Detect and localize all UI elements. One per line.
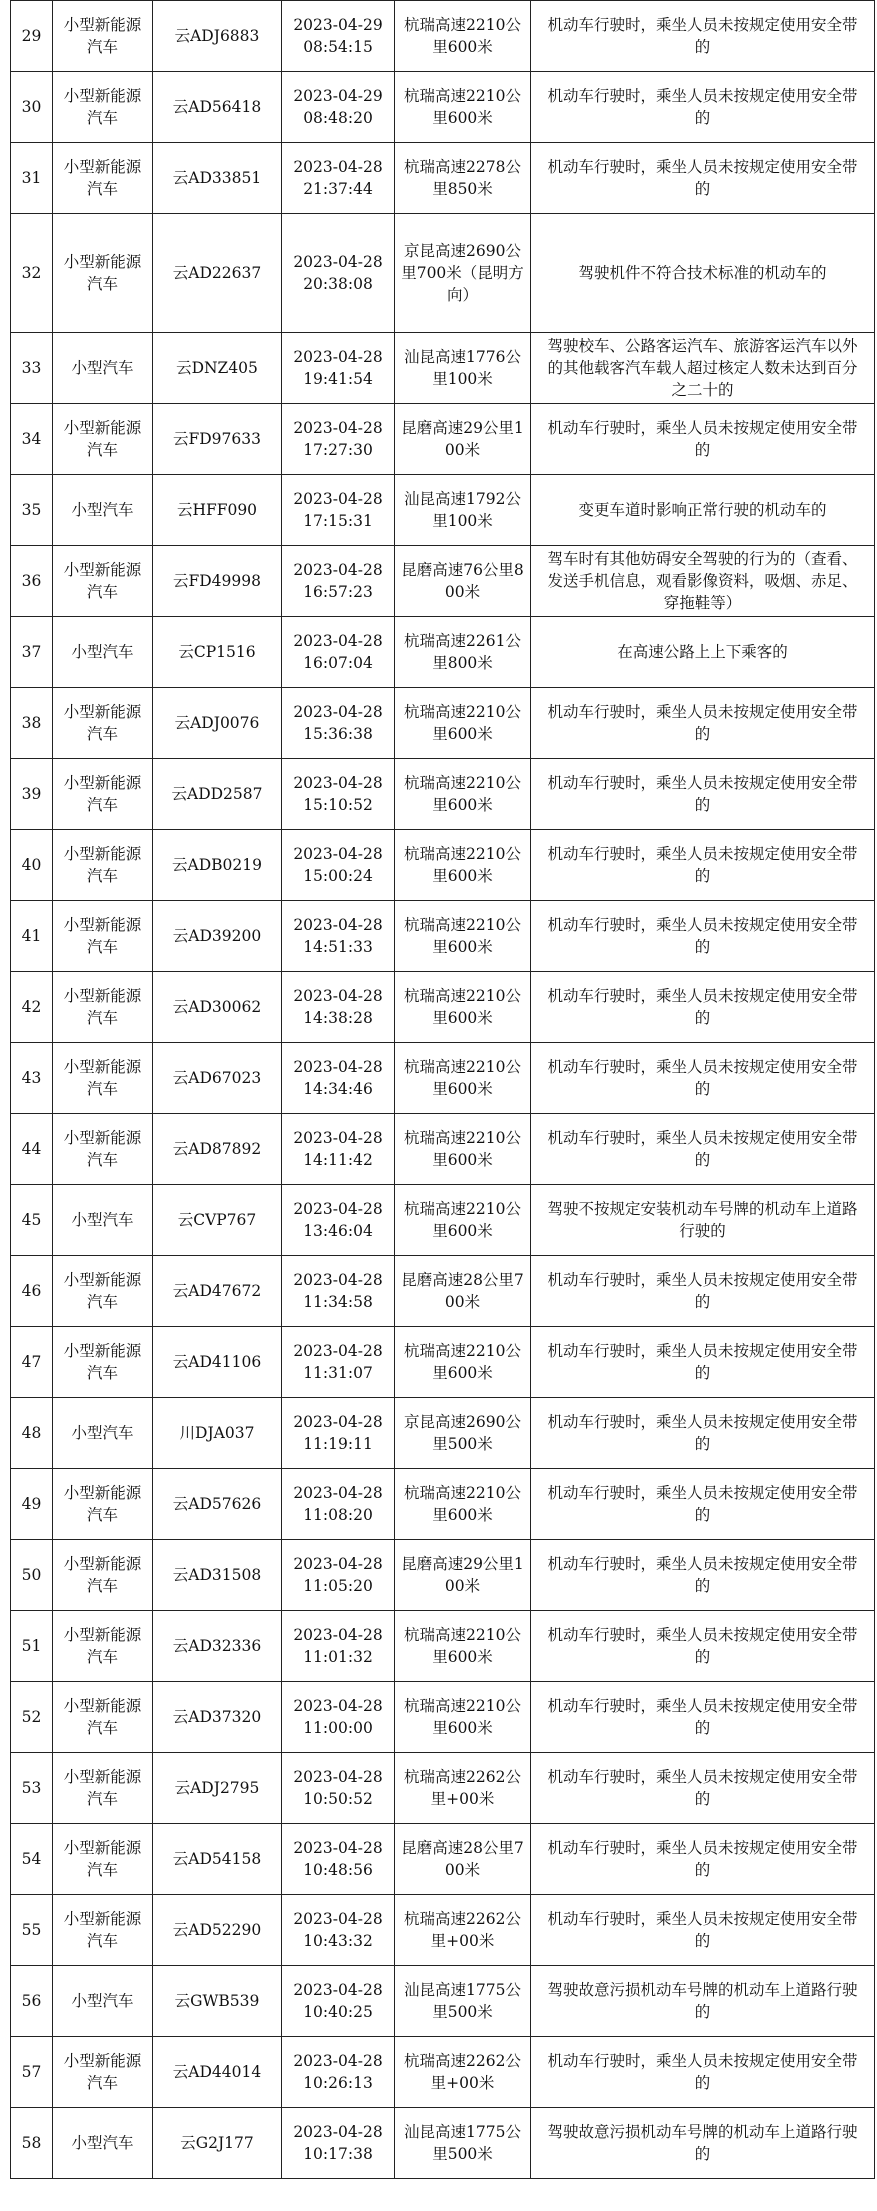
vehicle-type-cell: 小型新能源汽车	[53, 830, 153, 901]
violation-description-cell: 机动车行驶时，乘坐人员未按规定使用安全带的	[531, 1682, 875, 1753]
violation-location-cell: 杭瑞高速2210公里600米	[395, 1682, 531, 1753]
violation-location-cell: 杭瑞高速2210公里600米	[395, 72, 531, 143]
violation-location-cell: 杭瑞高速2262公里+00米	[395, 1895, 531, 1966]
row-number-cell: 29	[11, 1, 53, 72]
table-row	[11, 1682, 875, 1753]
vehicle-type-cell: 小型新能源汽车	[53, 2037, 153, 2108]
row-number-cell: 54	[11, 1824, 53, 1895]
violation-description-cell: 机动车行驶时，乘坐人员未按规定使用安全带的	[531, 1611, 875, 1682]
violation-location-cell: 汕昆高速1775公里500米	[395, 2108, 531, 2179]
vehicle-type-cell: 小型新能源汽车	[53, 1256, 153, 1327]
table-row	[11, 830, 875, 901]
violation-location-cell: 京昆高速2690公里500米	[395, 1398, 531, 1469]
violation-location-cell: 汕昆高速1775公里500米	[395, 1966, 531, 2037]
row-number-cell: 45	[11, 1185, 53, 1256]
violation-location-cell: 杭瑞高速2210公里600米	[395, 1043, 531, 1114]
violation-time-cell: 2023-04-28 15:36:38	[282, 688, 395, 759]
vehicle-type-cell: 小型汽车	[53, 1185, 153, 1256]
violation-location-cell: 杭瑞高速2262公里+00米	[395, 2037, 531, 2108]
plate-number-cell: 云HFF090	[153, 475, 282, 546]
table-row	[11, 333, 875, 404]
violation-time-cell: 2023-04-28 11:01:32	[282, 1611, 395, 1682]
plate-number-cell: 云ADJ0076	[153, 688, 282, 759]
plate-number-cell: 云ADJ2795	[153, 1753, 282, 1824]
violation-time-cell: 2023-04-28 11:31:07	[282, 1327, 395, 1398]
violation-time-cell: 2023-04-28 10:50:52	[282, 1753, 395, 1824]
row-number-cell: 31	[11, 143, 53, 214]
plate-number-cell: 云CP1516	[153, 617, 282, 688]
violation-description-cell: 机动车行驶时，乘坐人员未按规定使用安全带的	[531, 972, 875, 1043]
table-row	[11, 546, 875, 617]
vehicle-type-cell: 小型新能源汽车	[53, 1540, 153, 1611]
table-row	[11, 1611, 875, 1682]
plate-number-cell: 云FD97633	[153, 404, 282, 475]
plate-number-cell: 云AD22637	[153, 214, 282, 333]
table-row	[11, 404, 875, 475]
violation-location-cell: 杭瑞高速2261公里800米	[395, 617, 531, 688]
row-number-cell: 30	[11, 72, 53, 143]
vehicle-type-cell: 小型新能源汽车	[53, 143, 153, 214]
violation-location-cell: 杭瑞高速2278公里850米	[395, 143, 531, 214]
row-number-cell: 48	[11, 1398, 53, 1469]
table-row	[11, 214, 875, 333]
row-number-cell: 55	[11, 1895, 53, 1966]
plate-number-cell: 云AD32336	[153, 1611, 282, 1682]
violation-description-cell: 机动车行驶时，乘坐人员未按规定使用安全带的	[531, 1469, 875, 1540]
violation-description-cell: 机动车行驶时，乘坐人员未按规定使用安全带的	[531, 1824, 875, 1895]
row-number-cell: 52	[11, 1682, 53, 1753]
violation-table-body	[11, 1, 875, 2179]
row-number-cell: 57	[11, 2037, 53, 2108]
row-number-cell: 39	[11, 759, 53, 830]
violation-location-cell: 昆磨高速29公里100米	[395, 404, 531, 475]
vehicle-type-cell: 小型汽车	[53, 333, 153, 404]
row-number-cell: 34	[11, 404, 53, 475]
row-number-cell: 56	[11, 1966, 53, 2037]
violation-location-cell: 杭瑞高速2210公里600米	[395, 1611, 531, 1682]
violation-location-cell: 杭瑞高速2210公里600米	[395, 972, 531, 1043]
vehicle-type-cell: 小型新能源汽车	[53, 1327, 153, 1398]
violation-time-cell: 2023-04-28 13:46:04	[282, 1185, 395, 1256]
table-row	[11, 1540, 875, 1611]
row-number-cell: 50	[11, 1540, 53, 1611]
vehicle-type-cell: 小型新能源汽车	[53, 901, 153, 972]
plate-number-cell: 云AD31508	[153, 1540, 282, 1611]
violation-location-cell: 杭瑞高速2210公里600米	[395, 1114, 531, 1185]
violation-time-cell: 2023-04-28 10:43:32	[282, 1895, 395, 1966]
violation-time-cell: 2023-04-28 16:57:23	[282, 546, 395, 617]
violation-description-cell: 机动车行驶时，乘坐人员未按规定使用安全带的	[531, 1540, 875, 1611]
vehicle-type-cell: 小型汽车	[53, 1398, 153, 1469]
plate-number-cell: 云AD67023	[153, 1043, 282, 1114]
plate-number-cell: 云ADJ6883	[153, 1, 282, 72]
violation-location-cell: 昆磨高速29公里100米	[395, 1540, 531, 1611]
violation-location-cell: 杭瑞高速2262公里+00米	[395, 1753, 531, 1824]
vehicle-type-cell: 小型新能源汽车	[53, 1753, 153, 1824]
table-row	[11, 901, 875, 972]
plate-number-cell: 云ADB0219	[153, 830, 282, 901]
plate-number-cell: 云AD37320	[153, 1682, 282, 1753]
violation-time-cell: 2023-04-28 11:00:00	[282, 1682, 395, 1753]
violation-description-cell: 驾驶机件不符合技术标准的机动车的	[531, 214, 875, 333]
row-number-cell: 37	[11, 617, 53, 688]
table-row	[11, 2037, 875, 2108]
row-number-cell: 51	[11, 1611, 53, 1682]
violation-description-cell: 机动车行驶时，乘坐人员未按规定使用安全带的	[531, 1398, 875, 1469]
violation-location-cell: 昆磨高速28公里700米	[395, 1256, 531, 1327]
violation-description-cell: 机动车行驶时，乘坐人员未按规定使用安全带的	[531, 1114, 875, 1185]
table-row	[11, 475, 875, 546]
table-row	[11, 1, 875, 72]
table-row	[11, 1327, 875, 1398]
row-number-cell: 38	[11, 688, 53, 759]
row-number-cell: 36	[11, 546, 53, 617]
plate-number-cell: 云GWB539	[153, 1966, 282, 2037]
row-number-cell: 47	[11, 1327, 53, 1398]
violation-description-cell: 机动车行驶时，乘坐人员未按规定使用安全带的	[531, 143, 875, 214]
row-number-cell: 42	[11, 972, 53, 1043]
violation-time-cell: 2023-04-28 20:38:08	[282, 214, 395, 333]
violation-description-cell: 机动车行驶时，乘坐人员未按规定使用安全带的	[531, 1327, 875, 1398]
violation-location-cell: 杭瑞高速2210公里600米	[395, 1185, 531, 1256]
table-row	[11, 1398, 875, 1469]
vehicle-type-cell: 小型新能源汽车	[53, 972, 153, 1043]
plate-number-cell: 云CVP767	[153, 1185, 282, 1256]
plate-number-cell: 云ADD2587	[153, 759, 282, 830]
violation-time-cell: 2023-04-29 08:54:15	[282, 1, 395, 72]
row-number-cell: 58	[11, 2108, 53, 2179]
violation-time-cell: 2023-04-28 17:15:31	[282, 475, 395, 546]
violation-location-cell: 杭瑞高速2210公里600米	[395, 1327, 531, 1398]
violation-description-cell: 机动车行驶时，乘坐人员未按规定使用安全带的	[531, 901, 875, 972]
vehicle-type-cell: 小型新能源汽车	[53, 759, 153, 830]
violation-location-cell: 昆磨高速76公里800米	[395, 546, 531, 617]
vehicle-type-cell: 小型汽车	[53, 1966, 153, 2037]
violation-description-cell: 机动车行驶时，乘坐人员未按规定使用安全带的	[531, 2037, 875, 2108]
vehicle-type-cell: 小型新能源汽车	[53, 214, 153, 333]
vehicle-type-cell: 小型新能源汽车	[53, 1469, 153, 1540]
violation-location-cell: 京昆高速2690公里700米（昆明方向）	[395, 214, 531, 333]
violation-time-cell: 2023-04-28 14:51:33	[282, 901, 395, 972]
violation-time-cell: 2023-04-29 08:48:20	[282, 72, 395, 143]
plate-number-cell: 云AD87892	[153, 1114, 282, 1185]
table-row	[11, 1753, 875, 1824]
violation-description-cell: 机动车行驶时，乘坐人员未按规定使用安全带的	[531, 72, 875, 143]
vehicle-type-cell: 小型新能源汽车	[53, 1682, 153, 1753]
plate-number-cell: 云AD57626	[153, 1469, 282, 1540]
plate-number-cell: 云AD54158	[153, 1824, 282, 1895]
violation-time-cell: 2023-04-28 11:19:11	[282, 1398, 395, 1469]
violation-table	[10, 0, 875, 2179]
row-number-cell: 33	[11, 333, 53, 404]
violation-time-cell: 2023-04-28 14:38:28	[282, 972, 395, 1043]
violation-location-cell: 汕昆高速1776公里100米	[395, 333, 531, 404]
vehicle-type-cell: 小型新能源汽车	[53, 1895, 153, 1966]
row-number-cell: 40	[11, 830, 53, 901]
plate-number-cell: 云DNZ405	[153, 333, 282, 404]
table-row	[11, 972, 875, 1043]
plate-number-cell: 云AD33851	[153, 143, 282, 214]
violation-description-cell: 机动车行驶时，乘坐人员未按规定使用安全带的	[531, 1895, 875, 1966]
violation-time-cell: 2023-04-28 10:40:25	[282, 1966, 395, 2037]
row-number-cell: 32	[11, 214, 53, 333]
table-row	[11, 1043, 875, 1114]
violation-location-cell: 杭瑞高速2210公里600米	[395, 1469, 531, 1540]
violation-description-cell: 驾驶故意污损机动车号牌的机动车上道路行驶的	[531, 2108, 875, 2179]
table-row	[11, 72, 875, 143]
violation-time-cell: 2023-04-28 10:48:56	[282, 1824, 395, 1895]
table-row	[11, 688, 875, 759]
violation-description-cell: 机动车行驶时，乘坐人员未按规定使用安全带的	[531, 759, 875, 830]
violation-description-cell: 机动车行驶时，乘坐人员未按规定使用安全带的	[531, 1256, 875, 1327]
violation-time-cell: 2023-04-28 19:41:54	[282, 333, 395, 404]
plate-number-cell: 云FD49998	[153, 546, 282, 617]
plate-number-cell: 云AD44014	[153, 2037, 282, 2108]
violation-description-cell: 机动车行驶时，乘坐人员未按规定使用安全带的	[531, 404, 875, 475]
violation-time-cell: 2023-04-28 17:27:30	[282, 404, 395, 475]
violation-description-cell: 驾驶校车、公路客运汽车、旅游客运汽车以外的其他载客汽车载人超过核定人数未达到百分之二十的	[531, 333, 875, 404]
violation-time-cell: 2023-04-28 10:26:13	[282, 2037, 395, 2108]
violation-description-cell: 驾车时有其他妨碍安全驾驶的行为的（查看、发送手机信息，观看影像资料，吸烟、赤足、穿拖鞋等）	[531, 546, 875, 617]
vehicle-type-cell: 小型新能源汽车	[53, 1043, 153, 1114]
row-number-cell: 49	[11, 1469, 53, 1540]
table-row	[11, 1824, 875, 1895]
table-row	[11, 1895, 875, 1966]
violation-time-cell: 2023-04-28 16:07:04	[282, 617, 395, 688]
violation-time-cell: 2023-04-28 15:00:24	[282, 830, 395, 901]
table-row	[11, 1114, 875, 1185]
violation-description-cell: 变更车道时影响正常行驶的机动车的	[531, 475, 875, 546]
table-row	[11, 2108, 875, 2179]
vehicle-type-cell: 小型新能源汽车	[53, 1611, 153, 1682]
vehicle-type-cell: 小型新能源汽车	[53, 1, 153, 72]
vehicle-type-cell: 小型新能源汽车	[53, 1114, 153, 1185]
plate-number-cell: 云AD47672	[153, 1256, 282, 1327]
plate-number-cell: 云G2J177	[153, 2108, 282, 2179]
vehicle-type-cell: 小型汽车	[53, 475, 153, 546]
violation-description-cell: 机动车行驶时，乘坐人员未按规定使用安全带的	[531, 1, 875, 72]
violation-time-cell: 2023-04-28 14:34:46	[282, 1043, 395, 1114]
violation-time-cell: 2023-04-28 11:08:20	[282, 1469, 395, 1540]
vehicle-type-cell: 小型汽车	[53, 2108, 153, 2179]
vehicle-type-cell: 小型新能源汽车	[53, 1824, 153, 1895]
plate-number-cell: 云AD30062	[153, 972, 282, 1043]
violation-description-cell: 在高速公路上上下乘客的	[531, 617, 875, 688]
violation-location-cell: 杭瑞高速2210公里600米	[395, 901, 531, 972]
violation-location-cell: 杭瑞高速2210公里600米	[395, 1, 531, 72]
vehicle-type-cell: 小型新能源汽车	[53, 688, 153, 759]
violation-description-cell: 机动车行驶时，乘坐人员未按规定使用安全带的	[531, 1753, 875, 1824]
table-row	[11, 1256, 875, 1327]
plate-number-cell: 云AD39200	[153, 901, 282, 972]
violation-time-cell: 2023-04-28 15:10:52	[282, 759, 395, 830]
violation-time-cell: 2023-04-28 21:37:44	[282, 143, 395, 214]
violation-location-cell: 杭瑞高速2210公里600米	[395, 688, 531, 759]
violation-description-cell: 驾驶故意污损机动车号牌的机动车上道路行驶的	[531, 1966, 875, 2037]
violation-time-cell: 2023-04-28 11:05:20	[282, 1540, 395, 1611]
row-number-cell: 44	[11, 1114, 53, 1185]
violation-location-cell: 杭瑞高速2210公里600米	[395, 830, 531, 901]
vehicle-type-cell: 小型新能源汽车	[53, 404, 153, 475]
table-row	[11, 1469, 875, 1540]
plate-number-cell: 云AD41106	[153, 1327, 282, 1398]
violation-time-cell: 2023-04-28 14:11:42	[282, 1114, 395, 1185]
violation-location-cell: 昆磨高速28公里700米	[395, 1824, 531, 1895]
table-row	[11, 617, 875, 688]
violation-description-cell: 机动车行驶时，乘坐人员未按规定使用安全带的	[531, 1043, 875, 1114]
row-number-cell: 41	[11, 901, 53, 972]
violation-time-cell: 2023-04-28 10:17:38	[282, 2108, 395, 2179]
violation-description-cell: 机动车行驶时，乘坐人员未按规定使用安全带的	[531, 688, 875, 759]
violation-location-cell: 汕昆高速1792公里100米	[395, 475, 531, 546]
vehicle-type-cell: 小型新能源汽车	[53, 72, 153, 143]
table-row	[11, 1966, 875, 2037]
table-row	[11, 143, 875, 214]
violation-location-cell: 杭瑞高速2210公里600米	[395, 759, 531, 830]
row-number-cell: 46	[11, 1256, 53, 1327]
violation-description-cell: 驾驶不按规定安装机动车号牌的机动车上道路行驶的	[531, 1185, 875, 1256]
plate-number-cell: 川DJA037	[153, 1398, 282, 1469]
vehicle-type-cell: 小型新能源汽车	[53, 546, 153, 617]
row-number-cell: 53	[11, 1753, 53, 1824]
row-number-cell: 43	[11, 1043, 53, 1114]
table-row	[11, 759, 875, 830]
violation-description-cell: 机动车行驶时，乘坐人员未按规定使用安全带的	[531, 830, 875, 901]
row-number-cell: 35	[11, 475, 53, 546]
vehicle-type-cell: 小型汽车	[53, 617, 153, 688]
plate-number-cell: 云AD56418	[153, 72, 282, 143]
plate-number-cell: 云AD52290	[153, 1895, 282, 1966]
table-row	[11, 1185, 875, 1256]
violation-time-cell: 2023-04-28 11:34:58	[282, 1256, 395, 1327]
